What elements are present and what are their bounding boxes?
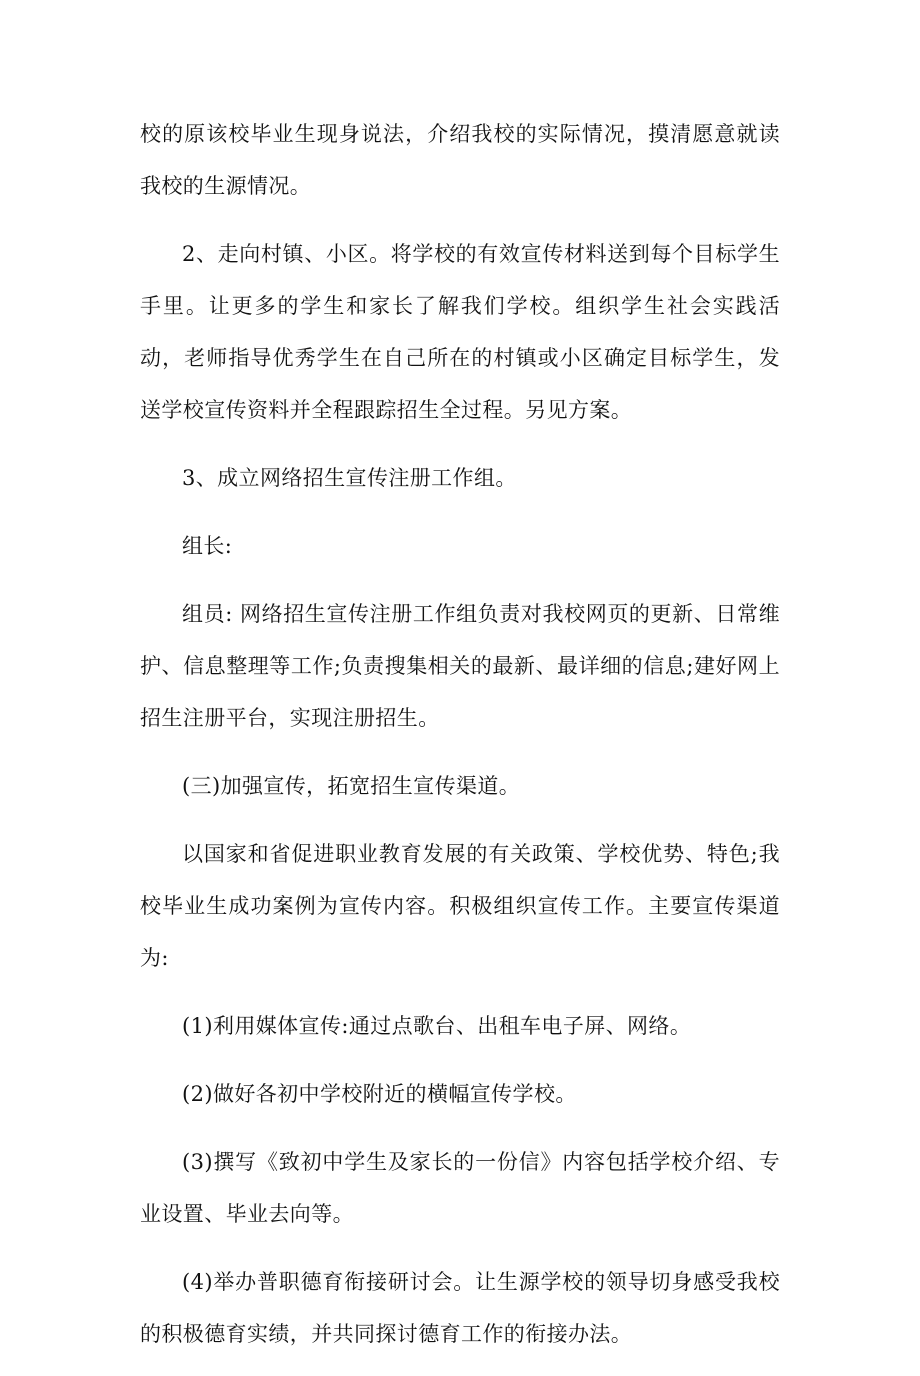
paragraph-5: (三)加强宣传，拓宽招生宣传渠道。 [182, 774, 521, 798]
paragraph-2: 3、成立网络招生宣传注册工作组。 [182, 466, 517, 490]
paragraph-0: 校的原该校毕业生现身说法，介绍我校的实际情况，摸清愿意就读我校的生源情况。 [140, 122, 780, 198]
paragraph-6: 以国家和省促进职业教育发展的有关政策、学校优势、特色;我校毕业生成功案例为宣传内容。积极组织宣传工作。主要宣传渠道为: [140, 842, 780, 970]
paragraph-1: 2、走向村镇、小区。将学校的有效宣传材料送到每个目标学生手里。让更多的学生和家长了解我们学校。组织学生社会实践活动，老师指导优秀学生在自己所在的村镇或小区确定目标学生，发送学校宣传资料并全程跟踪招生全过程。另见方案。 [140, 242, 780, 422]
document-body [140, 108, 780, 1376]
paragraph-4: 组员: 网络招生宣传注册工作组负责对我校网页的更新、日常维护、信息整理等工作;负责搜集相关的最新、最详细的信息;建好网上招生注册平台，实现注册招生。 [140, 602, 780, 730]
paragraph-10: (4)举办普职德育衔接研讨会。让生源学校的领导切身感受我校的积极德育实绩，并共同探讨德育工作的衔接办法。 [140, 1270, 780, 1346]
paragraph-3: 组长: [182, 534, 233, 558]
paragraph-9: (3)撰写《致初中学生及家长的一份信》内容包括学校介绍、专业设置、毕业去向等。 [140, 1150, 780, 1226]
paragraph-7: (1)利用媒体宣传:通过点歌台、出租车电子屏、网络。 [182, 1014, 692, 1038]
paragraph-8: (2)做好各初中学校附近的横幅宣传学校。 [182, 1082, 577, 1106]
